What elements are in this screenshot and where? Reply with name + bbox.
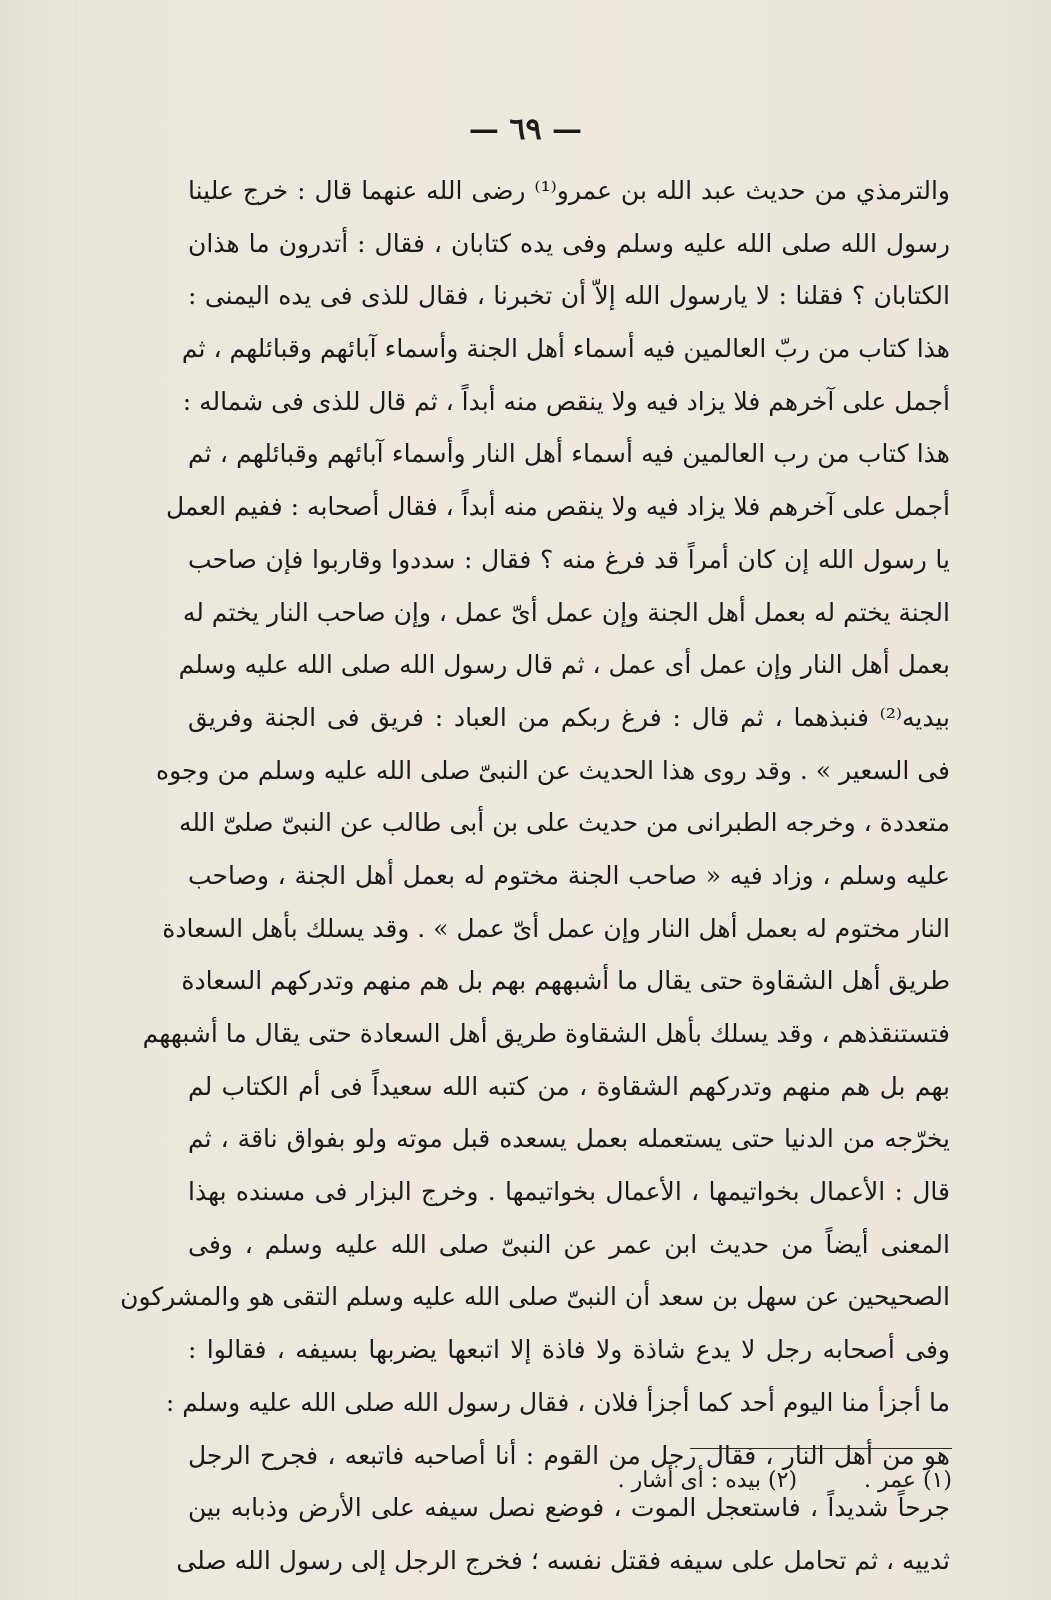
- text-line: هذا كتاب من ربّ العالمين فيه أسماء أهل الجنة وأسماء آبائهم وقبائلهم ، ثم: [181, 334, 950, 364]
- text-line: النار مختوم له بعمل أهل النار وإن عمل أىّ عمل » . وقد يسلك بأهل السعادة: [162, 913, 950, 943]
- footnotes: [560, 1468, 952, 1493]
- text-line: بهم بل هم منهم وتدركهم الشقاوة ، من كتبه الله سعيداً فى أم الكتاب لم: [188, 1071, 950, 1101]
- text-line: عليه وسلم ، وزاد فيه « صاحب الجنة مختوم له بعمل أهل الجنة ، وصاحب: [188, 860, 950, 890]
- text-line: متعددة ، وخرجه الطبرانى من حديث على بن أبى طالب عن النبىّ صلىّ الله: [178, 808, 950, 838]
- text-line: قال : الأعمال بخواتيمها ، الأعمال بخواتيمها . وخرج البزار فى مسنده بهذا: [188, 1177, 950, 1207]
- text-line: فى السعير » . وقد روى هذا الحديث عن النبىّ صلى الله عليه وسلم من وجوه: [156, 755, 950, 785]
- text-line: المعنى أيضاً من حديث ابن عمر عن النبىّ صلى الله عليه وسلم ، وفى: [188, 1229, 950, 1259]
- text-line: ما أجزأ منا اليوم أحد كما أجزأ فلان ، فقال رسول الله صلى الله عليه وسلم :: [165, 1387, 950, 1417]
- text-line: أجمل على آخرهم فلا يزاد فيه ولا ينقص منه أبداً ، ثم قال للذى فى شماله :: [182, 386, 950, 416]
- text-line: الكتابان ؟ فقلنا : لا يارسول الله إلاّ أن تخبرنا ، فقال للذى فى يده اليمنى :: [188, 281, 950, 311]
- text-line: هو من أهل النار ، فقال رجل من القوم : أنا أصاحبه فاتبعه ، فجرح الرجل: [188, 1440, 950, 1470]
- text-line: جرحاً شديداً ، فاستعجل الموت ، فوضع نصل سيفه على الأرض وذبابه بين: [188, 1493, 950, 1523]
- body-text: [120, 165, 950, 1588]
- text-line: يخرّجه من الدنيا حتى يستعمله بعمل يسعده قبل موته ولو بفواق ناقة ، ثم: [188, 1124, 950, 1154]
- text-line: بعمل أهل النار وإن عمل أى عمل ، ثم قال رسول الله صلى الله عليه وسلم: [178, 650, 950, 680]
- page-number: — ٦٩ —: [468, 112, 583, 147]
- text-line: أجمل على آخرهم فلا يزاد فيه ولا ينقص منه أبداً ، فقال أصحابه : ففيم العمل: [166, 492, 950, 522]
- text-line: فتستنقذهم ، وقد يسلك بأهل الشقاوة طريق أهل السعادة حتى يقال ما أشبههم: [142, 1019, 950, 1048]
- footnote-divider: [690, 1448, 952, 1449]
- footnote-2: (٢) بيده : أى أشار .: [617, 1468, 798, 1493]
- text-line: الصحيحين عن سهل بن سعد أن النبىّ صلى الله عليه وسلم التقى هو والمشركون: [120, 1282, 950, 1312]
- text-line: ثدييه ، ثم تحامل على سيفه فقتل نفسه ؛ فخرج الرجل إلى رسول الله صلى: [176, 1545, 950, 1575]
- text-line: والترمذي من حديث عبد الله بن عمرو⁽¹⁾ رضى الله عنهما قال : خرج علينا: [188, 176, 950, 205]
- text-line: بيديه⁽²⁾ فنبذهما ، ثم قال : فرغ ربكم من العباد : فريق فى الجنة وفريق: [188, 702, 950, 732]
- text-line: رسول الله صلى الله عليه وسلم وفى يده كتابان ، فقال : أتدرون ما هذان: [188, 228, 950, 258]
- footnote-1: (١) عمر .: [864, 1468, 952, 1493]
- text-line: هذا كتاب من رب العالمين فيه أسماء أهل النار وأسماء آبائهم وقبائلهم ، ثم: [188, 439, 950, 469]
- text-line: وفى أصحابه رجل لا يدع شاذة ولا فاذة إلا اتبعها يضربها بسيفه ، فقالوا :: [188, 1335, 950, 1365]
- text-line: يا رسول الله إن كان أمراً قد فرغ منه ؟ فقال : سددوا وقاربوا فإن صاحب: [188, 544, 950, 574]
- text-line: طريق أهل الشقاوة حتى يقال ما أشبههم بهم بل هم منهم وتدركهم السعادة: [181, 966, 950, 996]
- text-line: الجنة يختم له بعمل أهل الجنة وإن عمل أىّ عمل ، وإن صاحب النار يختم له: [182, 597, 950, 627]
